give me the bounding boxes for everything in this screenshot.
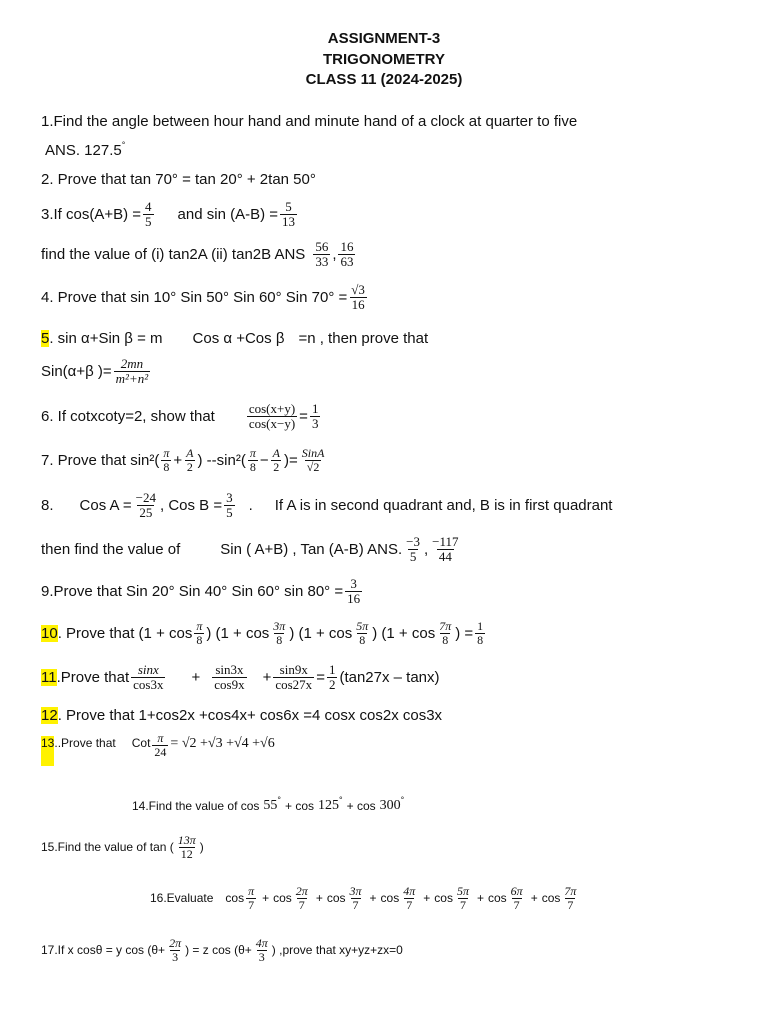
plus-sign: + [262, 891, 270, 906]
plus-sign: + [476, 891, 484, 906]
plus-sign: + [369, 891, 377, 906]
cos-label: cos [326, 891, 346, 906]
cos-label: cos [273, 891, 292, 906]
question-8-part-b: then find the value of Sin ( A+B) , Tan (A-B) ANS. −3 5 , −117 44 [41, 534, 459, 564]
cos-label: cos [487, 891, 507, 906]
fraction: $\frac{4}{5}$ [145, 199, 152, 229]
cos-label: cos [380, 891, 400, 906]
question-9: 9.Prove that Sin 20° Sin 40° Sin 60° sin 80° = $\frac{3}{16}$ [41, 576, 361, 606]
class-title: CLASS 11 (2024-2025) [305, 71, 463, 88]
fraction: $\frac{5}{13}$ [282, 199, 296, 229]
answer-1: ANS. 127.5 ° [45, 139, 126, 159]
fraction: 16 63 [340, 239, 354, 269]
question-6: 6. If cotxcoty=2, show that $\frac{\cos(x+y)}{\cos(x-y)}$ = $\frac{1}{3}$ [41, 401, 319, 431]
fraction: 56 33 [315, 239, 329, 269]
question-12: 12 . Prove that 1+cos2x +cos4x+ cos6x =4 cosx cos2x cos3x [41, 707, 443, 724]
question-5: 5 . sin α+Sin β = m Cos α +Cos β =n , then prove that [41, 330, 429, 347]
question-7: 7. Prove that sin²( π 8 + $\frac{A}{2}$ ) --sin²( π 8 − $\frac{A}{2}$ )= SinA √2 [41, 446, 325, 474]
fraction: $\frac{1}{3}$ [311, 401, 319, 431]
question-11: 11 .Prove that sinx cos3x + sin3x cos9x + $\frac{\sin 9x}{\cos 27x}$ = $\frac{1}{2}$ (tan27x – tanx) [41, 662, 440, 692]
question-2: 2. Prove that tan 70° = tan 20° + 2tan 50° [41, 171, 316, 188]
fraction: π 7 [248, 884, 255, 912]
question-16: 16.Evaluate cos π 7 + cos 2π 7 + cos 3π 7 + cos 4π 7 + cos 5π 7 + cos 6π 7 + cos 7π 7 [150, 884, 577, 912]
plus-sign: + [423, 891, 431, 906]
plus-sign: + [315, 891, 323, 906]
plus-sign: + [530, 891, 538, 906]
question-13: 13 ..Prove that Cot $\frac{\pi}{24}$ = √2 +√3 +√4 +√6 [41, 736, 275, 766]
cos-label: cos [225, 891, 245, 906]
question-15: 15.Find the value of tan ( 13π 12 ) [41, 833, 204, 861]
cos-label: cos [434, 891, 453, 906]
question-10: 10 . Prove that (1 + cos π 8 ) (1 + cos 3π 8 ) (1 + cos 5π 8 ) (1 + cos 7π 8 ) = $\frac{1}{8}$ [41, 619, 484, 647]
question-14: 14.Find the value of cos 55 ° + cos 125 ° + cos 300 ° [132, 795, 405, 813]
fraction: 3π 7 [349, 884, 362, 912]
fraction: $\frac{√3}{16}$ [351, 282, 365, 312]
assignment-title: ASSIGNMENT-3 [327, 30, 441, 47]
fraction: 5π 7 [456, 884, 469, 912]
question-8: 8. Cos A = $\frac{-24}{25}$ , Cos B = $\frac{3}{5}$ . If A is in second quadrant and, B is in first quadrant [41, 490, 613, 520]
fraction: 6π 7 [510, 884, 523, 912]
fraction: 4π 7 [403, 884, 416, 912]
question-3-part-b: find the value of (i) tan2A (ii) tan2B ANS 56 33 , 16 63 [41, 239, 354, 269]
fraction: $\frac{2mn}{\text{m²+n²}}$ [115, 356, 149, 386]
cos-label: cos [541, 891, 561, 906]
question-3: 3.If cos(A+B) = $\frac{4}{5}$ and sin (A-B) = $\frac{5}{13}$ [41, 199, 296, 229]
fraction: 7π 7 [564, 884, 577, 912]
question-17: 17.If x cosθ = y cos (θ+ $\frac{2\pi}{3}$ ) = z cos (θ+ $\frac{4\pi}{3}$ ) ,prove that xy+yz+zx=0 [41, 936, 403, 964]
question-5-part-b: Sin(α+β )= $\frac{2mn}{\text{m²+n²}}$ [41, 356, 149, 386]
fraction: $\frac{\cos(x+y)}{\cos(x-y)}$ [248, 401, 296, 431]
question-4: 4. Prove that sin 10° Sin 50° Sin 60° Sin 70° = $\frac{√3}{16}$ [41, 282, 365, 312]
question-1: 1.Find the angle between hour hand and minute hand of a clock at quarter to five [41, 113, 578, 130]
subject-title: TRIGONOMETRY [323, 51, 445, 68]
fraction: 2π 7 [295, 884, 308, 912]
